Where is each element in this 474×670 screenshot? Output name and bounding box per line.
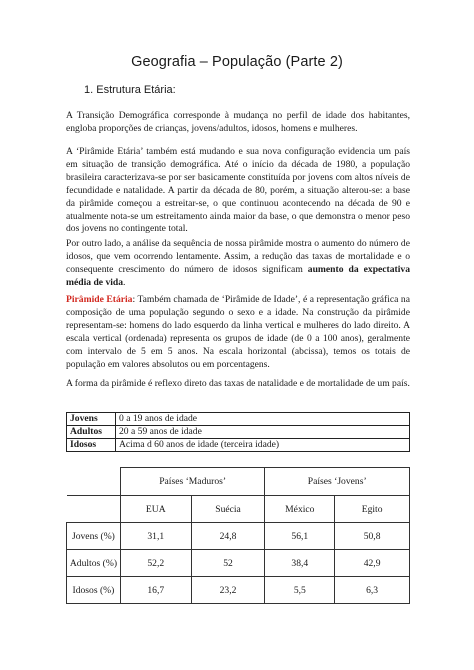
table-cell: 52,2 (120, 550, 191, 577)
table-cell: 42,9 (335, 550, 410, 577)
row-label: Jovens (%) (67, 523, 121, 550)
table-cell: 38,4 (265, 550, 335, 577)
header-mature-countries: Países ‘Maduros’ (120, 468, 265, 496)
table-header-row (67, 468, 410, 496)
row-label: Idosos (%) (67, 577, 121, 604)
table-cell: 6,3 (335, 577, 410, 604)
age-group-label: Jovens (67, 413, 116, 426)
country-header: EUA (120, 496, 191, 523)
table-cell: 50,8 (335, 523, 410, 550)
age-groups-table (66, 412, 410, 452)
section-heading: 1. Estrutura Etária: (84, 84, 176, 96)
country-header: Suécia (191, 496, 265, 523)
definition-text: : Também chamada de ‘Pirâmide de Idade’, é a representação gráfica na composição de uma população segundo o sexo e a idade. Na construção da pirâmide representam-se: homens do lado esquerdo da linha vertical e mulheres do lado direito. A escala vertical (ordenada) representa os grupos de idade (de 0 a 100 anos), geralmente com intervalo de 5 em 5 anos. Na escala horizontal (abcissa), temos os totais de população em valores absolutos ou em porcentagens. (66, 294, 410, 370)
table-cell: 52 (191, 550, 265, 577)
term-piramide-etaria: Pirâmide Etária (66, 294, 133, 305)
table-subheader-row (67, 496, 410, 523)
table-cell: 31,1 (120, 523, 191, 550)
country-header: Egito (335, 496, 410, 523)
age-group-label: Adultos (67, 426, 116, 439)
page-title: Geografia – População (Parte 2) (131, 54, 343, 70)
table-cell: 5,5 (265, 577, 335, 604)
table-cell: 23,2 (191, 577, 265, 604)
table-row (67, 577, 410, 604)
paragraph-elderly-end: . (123, 276, 126, 288)
age-group-range: 20 a 59 anos de idade (116, 426, 410, 439)
country-header: México (265, 496, 335, 523)
paragraph-elderly (66, 238, 410, 290)
paragraph-pyramid-change: A ‘Pirâmide Etária’ também está mudando e sua nova configuração evidencia um país em situação de transição demográfica. Até o início da década de 1980, a população brasileira caracterizava-se por ser basicamente constituída por jovens com altos níveis de fecundidade e natalidade. A partir da década de 80, porém, a situação alterou-se: a base da pirâmide começou a estreitar-se, o que continuou acontecendo na década de 90 e atualmente nota-se um estreitamento ainda maior da base, o que demonstra o menor peso dos jovens no contingente total. (66, 146, 410, 235)
table-row (67, 550, 410, 577)
paragraph-pyramid-shape: A forma da pirâmide é reflexo direto das taxas de natalidade e de mortalidade de um país. (66, 378, 410, 389)
paragraph-definition (66, 294, 410, 371)
table-row (67, 523, 410, 550)
row-label: Adultos (%) (67, 550, 121, 577)
table-corner-empty (67, 496, 121, 523)
countries-age-table (66, 467, 410, 604)
table-cell: 56,1 (265, 523, 335, 550)
table-row (67, 426, 410, 439)
table-row (67, 439, 410, 452)
age-group-range: Acima d 60 anos de idade (terceira idade) (116, 439, 410, 452)
table-corner-empty (67, 468, 121, 496)
table-row (67, 413, 410, 426)
table-cell: 24,8 (191, 523, 265, 550)
paragraph-transition: A Transição Demográfica corresponde à mudança no perfil de idade dos habitantes, engloba proporções de crianças, jovens/adultos, idosos, homens e mulheres. (66, 110, 410, 134)
paragraph-elderly-text: Por outro lado, a análise da sequência de nossa pirâmide mostra o aumento do número de idosos, que vem ocorrendo lentamente. Assim, a redução das taxas de mortalidade e o consequente crescimento do número de idosos significam (66, 238, 410, 275)
age-group-label: Idosos (67, 439, 116, 452)
age-group-range: 0 a 19 anos de idade (116, 413, 410, 426)
header-young-countries: Países ‘Jovens’ (265, 468, 410, 496)
life-expectancy-emphasis: aumento da expectativa média de vida (66, 263, 411, 288)
table-cell: 16,7 (120, 577, 191, 604)
